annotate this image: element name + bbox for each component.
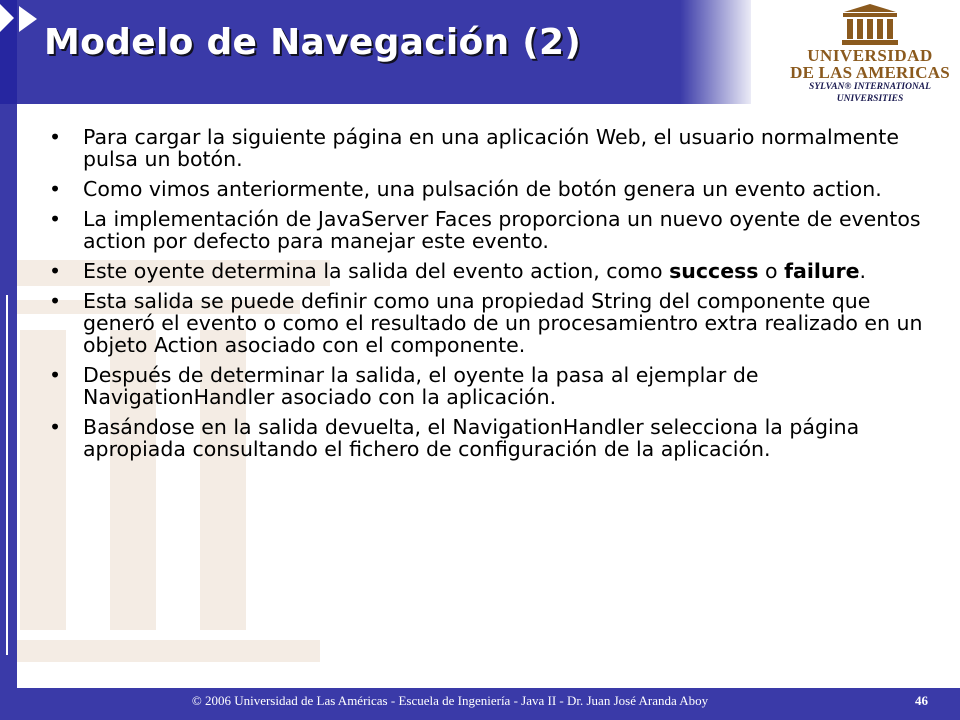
bullet-item [45,178,935,200]
bullet-marker: • [49,125,62,149]
bullet-marker: • [49,259,62,283]
play-arrow-small-icon [0,4,14,32]
bullet-item [45,260,935,282]
bullet-marker: • [49,415,62,439]
left-vertical-bar [0,104,17,688]
bullet-text: Basándose en la salida devuelta, el NavigationHandler selecciona la página apropiada consultando el fichero de configuración de la aplicación. [83,415,860,461]
bullet-text-before: Este oyente determina la salida del evento action, como [83,259,670,283]
columns-building-icon [840,4,900,46]
bullet-item [45,126,935,170]
bullet-list [45,126,935,468]
bullet-marker: • [49,207,62,231]
logo-line-americas: DE LAS AMERICAS [790,63,950,82]
logo-line-universidad: UNIVERSIDAD [807,46,933,65]
bullet-text: Para cargar la siguiente página en una aplicación Web, el usuario normalmente pulsa un botón. [83,125,899,171]
bullet-text: Después de determinar la salida, el oyente la pasa al ejemplar de NavigationHandler asociado con la aplicación. [83,363,759,409]
bullet-marker: • [49,177,62,201]
bullet-text-after: . [859,259,867,283]
bullet-marker: • [49,363,62,387]
bullet-item [45,208,935,252]
bullet-text: La implementación de JavaServer Faces proporciona un nuevo oyente de eventos action por defecto para manejar este evento. [83,207,921,253]
bullet-item [45,364,935,408]
bullet-keyword-success: success [669,259,759,283]
footer-copyright: © 2006 Universidad de Las Américas - Escuela de Ingeniería - Java II - Dr. Juan José Aranda Aboy [191,693,709,708]
header-fade [680,0,755,104]
university-logo [790,4,950,108]
bullet-keyword-failure: failure [784,259,860,283]
bullet-text: Como vimos anteriormente, una pulsación de botón genera un evento action. [83,177,882,201]
logo-line-sylvan: SYLVAN® INTERNATIONAL UNIVERSITIES [809,82,931,104]
play-arrow-icon [19,6,37,32]
page-number: 46 [915,693,928,708]
bullet-text: Esta salida se puede definir como una propiedad String del componente que generó el evento o como el resultado de un procesamientro extra realizado en un objeto Action asociado con el componente. [83,289,923,357]
bullet-marker: • [49,289,62,313]
slide-title: Modelo de Navegación (2) [44,22,582,63]
left-bar-divider [6,295,8,655]
bullet-text-middle: o [758,259,785,283]
bullet-item [45,416,935,460]
bullet-item [45,290,935,356]
